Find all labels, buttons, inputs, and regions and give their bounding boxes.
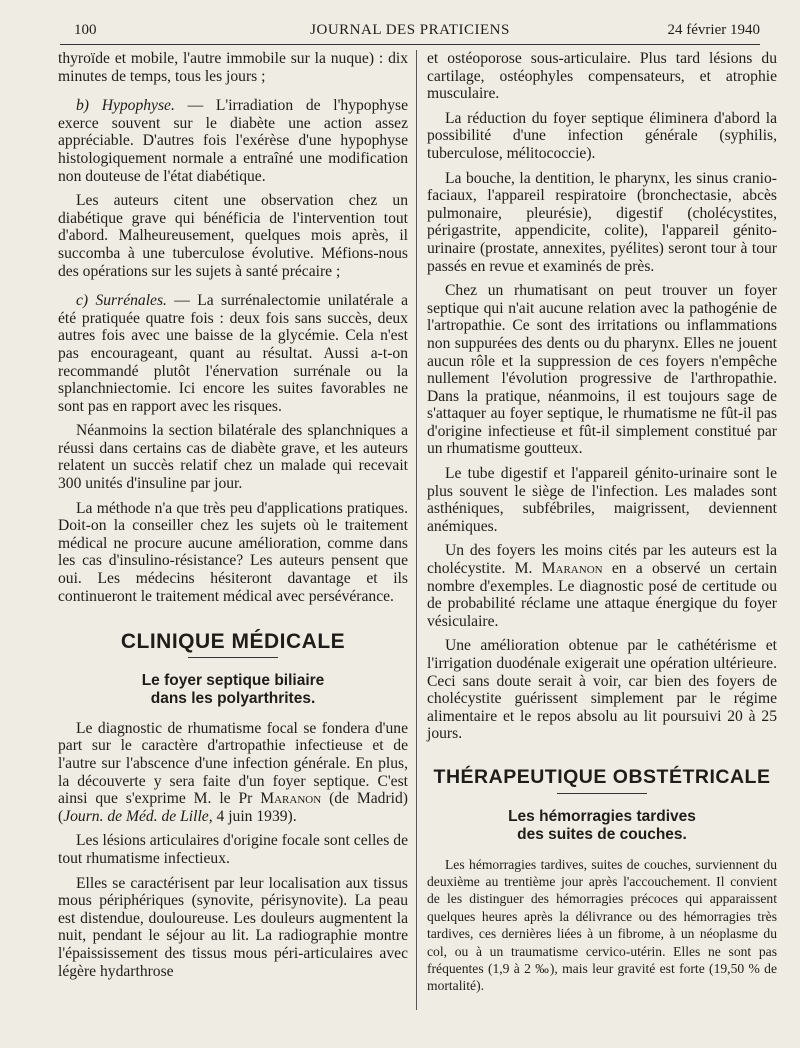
page-header: [60, 18, 760, 45]
article-title: Les hémorragies tardives des suites de couches.: [508, 807, 696, 843]
paragraph: Elles se caractérisent par leur localisation aux tissus mous périphériques (synovite, périsynovite). La peau est distendue, douloureuse. Les douleurs augmentent la nuit, pendant le séjour au lit. La radiographie montre l'épaississement des tissus mous péri-articulaires avec légère hydarthrose: [58, 874, 408, 980]
paragraph-hypophyse: b) Hypophyse. — L'irradiation de l'hypophyse exerce souvent sur le diabète une action assez appréciable. D'autres fois l'exérèse d'une hypophyse histologiquement normale a entraîné une modification non douteuse de l'état diabétique.: [58, 97, 408, 185]
journal-reference: Journ. de Méd. de Lille,: [63, 807, 213, 825]
paragraph: Une amélioration obtenue par le cathétérisme et l'irrigation duodénale exigerait une opération ultérieure. Ceci sans doute serait à voir, car bien des foyers de cholécystite guérissent simplement par le régime alimentaire et le repos absolu au lit poursuivi 20 à 25 jours.: [427, 637, 777, 743]
paragraph: La méthode n'a que très peu d'applications pratiques. Doit-on la conseiller chez les sujets où le traitement médical ne procure aucune amélioration, comme dans les cas d'insulino-résistance? Les auteurs pensent que oui. Les médecins hésiteront davantage et ils continueront le traitement médical avec persévérance.: [58, 499, 408, 605]
section-rule: [557, 793, 647, 794]
paragraph-surrenales: c) Surrénales. — La surrénalectomie unilatérale a été pratiquée quatre fois : deux fois sans succès, deux autres fois avec une baisse de la glycémie. Cela n'est pas encourageant, quant au résultat. Aussi a-t-on recommandé plutôt l'énervation surrénale ou la splanchniectomie. Ici encore les suites favorables ne sont pas en rapport avec les risques.: [58, 292, 408, 415]
paragraph: Le diagnostic de rhumatisme focal se fondera d'une part sur le caractère d'artropathie infectieuse et de l'autre sur l'abscence d'une infection générale. En plus, la découverte y sera faite d'un foyer septique. C'est ainsi que s'exprime M. le Pr Maranon (de Madrid) (Journ. de Méd. de Lille, 4 juin 1939).: [58, 719, 408, 825]
paragraph: Les auteurs citent une observation chez un diabétique grave qui bénéficia de l'intervention tout d'abord. Malheureusement, quelques mois après, il succomba à une tuberculose évolutive. Méfions-nous des opérations sur les sujets à santé précaire ;: [58, 192, 408, 280]
subheading-hypophyse: b) Hypophyse.: [76, 97, 175, 115]
paragraph: Un des foyers les moins cités par les auteurs est la cholécystite. M. Maranon en a observé un certain nombre d'exemples. Le diagnostic posé de certitude ou de probabilité réclame une attaque énergique du foyer vésiculaire.: [427, 542, 778, 630]
right-column: [427, 50, 777, 1002]
paragraph: Chez un rhumatisant on peut trouver un foyer septique qui n'ait aucune relation avec la pathogénie de l'artropathie. Ce sont des irritations ou inflammations non suppurées des dents ou du pharynx. Elles ne jouent aucun rôle et la suppression de ces foyers n'empêche nullement l'évolution progressive de l'arthropathie. Dans la pratique, néanmoins, il est toujours sage de s'attaquer au foyer septique, le rhumatisme ne fût-il pas d'origine infectieuse et fût-il simplement constitué par un rhumatisme goutteux.: [427, 282, 777, 458]
paragraph: et ostéoporose sous-articulaire. Plus tard lésions du cartilage, ostéophyles compensateurs, et atrophie musculaire.: [427, 50, 777, 103]
paragraph: Le tube digestif et l'appareil génito-urinaire sont le plus souvent le siège de l'infection. Les malades sont asthéniques, subfébriles, maigrissent, deviennent anémiques.: [427, 465, 777, 535]
paragraph: Les hémorragies tardives, suites de couches, surviennent du deuxième au trentième jour après l'accouchement. Il convient de les distinguer des hémorragies précoces qui apparaissent quelques heures après la délivrance ou des hémorragies très tardives, ces dernières liées à un fibrome, à un néoplasme du col, ou à un traumatisme cervico-utérin. Elles ne sont pas fréquentes (1,9 à 2 ‰), mais leur gravité est forte (19,50 % de mortalité).: [427, 856, 777, 994]
paragraph: thyroïde et mobile, l'autre immobile sur la nuque) : dix minutes de temps, tous les jours ;: [58, 50, 408, 85]
paragraph: Néanmoins la section bilatérale des splanchniques a réussi dans certains cas de diabète grave, et les auteurs relatent un succès relatif chez un malade qui recevait 300 unités d'insuline par jour.: [58, 422, 408, 493]
section-rule: [188, 657, 278, 658]
page-number: 100: [74, 22, 97, 38]
journal-title: JOURNAL DES PRATICIENS: [310, 22, 510, 38]
subheading-surrenales: c) Surrénales.: [76, 292, 167, 310]
issue-date: 24 février 1940: [667, 22, 760, 38]
section-title: CLINIQUE MÉDICALE: [120, 630, 346, 654]
paragraph: La bouche, la dentition, le pharynx, les sinus cranio-faciaux, l'appareil respiratoire (bronchectasie, abcès pulmonaire, pleurésie), digestif (cholécystites, périgastrite, appendicite, colite), l'appareil génito-urinaire (prostate, annexites, pyélites) seront tour à tour passés en revue et examinés de près.: [427, 169, 777, 275]
author-name: Maranon: [541, 560, 603, 578]
left-column: [58, 50, 408, 987]
column-divider: [416, 50, 417, 1010]
article-title: Le foyer septique biliaire dans les polyarthrites.: [141, 671, 325, 707]
section-title: THÉRAPEUTIQUE OBSTÉTRICALE: [433, 765, 771, 788]
paragraph: Les lésions articulaires d'origine focale sont celles de tout rhumatisme infectieux.: [58, 832, 408, 867]
paragraph: La réduction du foyer septique éliminera d'abord la possibilité d'une infection générale (syphilis, tuberculose, mélitococcie).: [427, 109, 777, 162]
author-name: Maranon: [260, 790, 322, 808]
